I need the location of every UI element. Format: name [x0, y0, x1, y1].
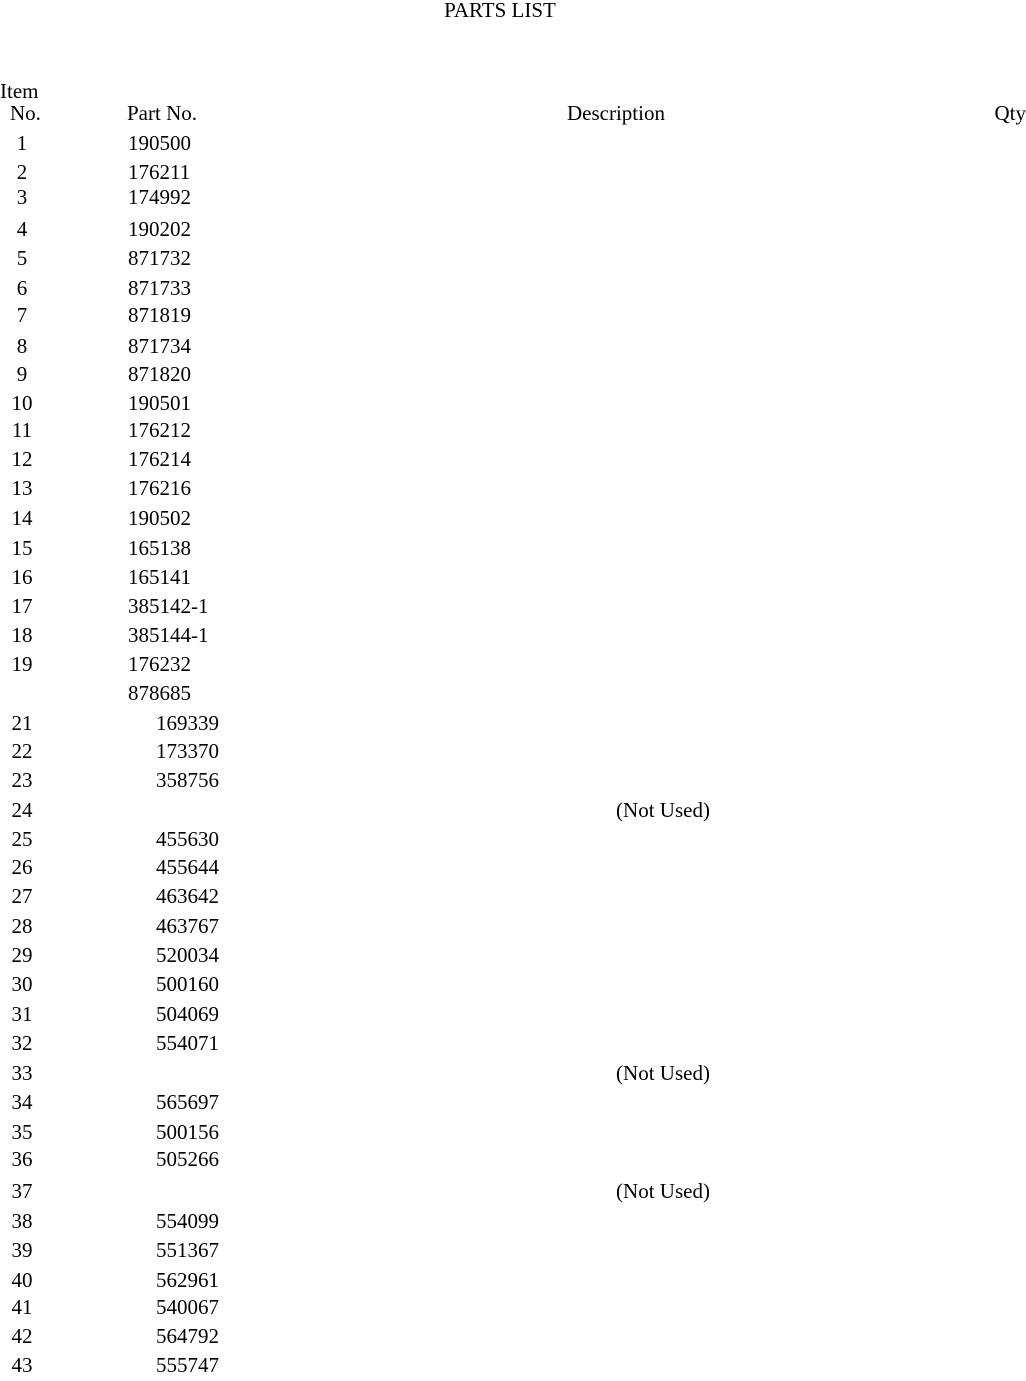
table-row: [0, 596, 1026, 622]
item-number: 25: [0, 829, 44, 850]
part-number: 176212: [128, 420, 191, 441]
part-number: 871732: [128, 248, 191, 269]
item-number: 37: [0, 1181, 44, 1202]
not-used-label: (Not Used): [0, 1181, 1026, 1202]
table-row: [0, 364, 1026, 390]
item-number: 41: [0, 1297, 44, 1318]
table-row: [0, 336, 1026, 362]
item-number: 26: [0, 857, 44, 878]
part-number: 505266: [156, 1149, 219, 1170]
item-number: 43: [0, 1355, 44, 1376]
table-row: [0, 974, 1026, 1000]
table-row: [0, 567, 1026, 593]
item-number: 36: [0, 1149, 44, 1170]
item-number: 1: [0, 133, 44, 154]
item-number: 33: [0, 1063, 44, 1084]
table-row: [0, 1270, 1026, 1296]
part-number: 176232: [128, 654, 191, 675]
item-number: 10: [0, 393, 44, 414]
part-number: 174992: [128, 187, 191, 208]
item-number: 27: [0, 886, 44, 907]
table-row: [0, 1004, 1026, 1030]
part-number: 871734: [128, 336, 191, 357]
item-number: 9: [0, 364, 44, 385]
item-number: 31: [0, 1004, 44, 1025]
part-number: 500156: [156, 1122, 219, 1143]
part-number: 871733: [128, 278, 191, 299]
item-number: 17: [0, 596, 44, 617]
part-number: 540067: [156, 1297, 219, 1318]
part-number: 385142-1: [128, 596, 209, 617]
part-number: 555747: [156, 1355, 219, 1376]
part-number: 190502: [128, 508, 191, 529]
table-row: [0, 538, 1026, 564]
part-number: 554099: [156, 1211, 219, 1232]
table-row: [0, 449, 1026, 475]
item-number: 32: [0, 1033, 44, 1054]
part-number: 554071: [156, 1033, 219, 1054]
part-number: 551367: [156, 1240, 219, 1261]
part-number: 878685: [128, 683, 191, 704]
table-row: [0, 683, 1026, 709]
not-used-label: (Not Used): [0, 800, 1026, 821]
item-number: 16: [0, 567, 44, 588]
table-row: [0, 741, 1026, 767]
item-number: 24: [0, 800, 44, 821]
item-number: 35: [0, 1122, 44, 1143]
part-number: 565697: [156, 1092, 219, 1113]
item-number: 29: [0, 945, 44, 966]
part-number: 169339: [156, 713, 219, 734]
item-number: 2: [0, 162, 44, 183]
table-row: [0, 278, 1026, 304]
part-number: 165141: [128, 567, 191, 588]
part-number: 504069: [156, 1004, 219, 1025]
part-number: 358756: [156, 770, 219, 791]
table-row: [0, 1240, 1026, 1266]
header-description: Description: [567, 103, 665, 124]
part-number: 190501: [128, 393, 191, 414]
item-number: 23: [0, 770, 44, 791]
item-number: 13: [0, 478, 44, 499]
part-number: 562961: [156, 1270, 219, 1291]
table-row: [0, 1297, 1026, 1323]
item-number: 3: [0, 187, 44, 208]
table-row: [0, 886, 1026, 912]
table-row: [0, 1092, 1026, 1118]
table-row: [0, 1326, 1026, 1352]
table-row: [0, 800, 1026, 826]
table-row: [0, 857, 1026, 883]
part-number: 176216: [128, 478, 191, 499]
part-number: 871819: [128, 305, 191, 326]
item-number: 14: [0, 508, 44, 529]
table-row: [0, 187, 1026, 213]
table-row: [0, 1033, 1026, 1059]
header-item-line2: No.: [10, 103, 41, 124]
part-number: 165138: [128, 538, 191, 559]
table-row: [0, 133, 1026, 159]
item-number: 28: [0, 916, 44, 937]
part-number: 463642: [156, 886, 219, 907]
not-used-label: (Not Used): [0, 1063, 1026, 1084]
table-row: [0, 248, 1026, 274]
part-number: 385144-1: [128, 625, 209, 646]
item-number: 30: [0, 974, 44, 995]
header-item-line1: Item: [0, 81, 38, 102]
table-row: [0, 625, 1026, 651]
table-row: [0, 1063, 1026, 1089]
item-number: 6: [0, 278, 44, 299]
table-row: [0, 1181, 1026, 1207]
item-number: 12: [0, 449, 44, 470]
table-row: [0, 713, 1026, 739]
part-number: 455644: [156, 857, 219, 878]
item-number: 22: [0, 741, 44, 762]
item-number: 15: [0, 538, 44, 559]
item-number: 4: [0, 219, 44, 240]
table-row: [0, 1122, 1026, 1148]
table-row: [0, 916, 1026, 942]
item-number: 39: [0, 1240, 44, 1261]
item-number: 11: [0, 420, 44, 441]
part-number: 173370: [156, 741, 219, 762]
table-row: [0, 393, 1026, 419]
table-row: [0, 219, 1026, 245]
part-number: 520034: [156, 945, 219, 966]
table-row: [0, 1211, 1026, 1237]
header-part-no: Part No.: [127, 103, 197, 124]
part-number: 455630: [156, 829, 219, 850]
page-title: PARTS LIST: [0, 0, 1000, 23]
item-number: 5: [0, 248, 44, 269]
part-number: 190500: [128, 133, 191, 154]
table-row: [0, 305, 1026, 331]
table-row: [0, 508, 1026, 534]
part-number: 564792: [156, 1326, 219, 1347]
table-row: [0, 478, 1026, 504]
item-number: 18: [0, 625, 44, 646]
part-number: 871820: [128, 364, 191, 385]
header-qty: Qty: [995, 103, 1026, 124]
part-number: 190202: [128, 219, 191, 240]
table-row: [0, 1355, 1026, 1381]
table-row: [0, 1149, 1026, 1175]
table-row: [0, 654, 1026, 680]
item-number: 42: [0, 1326, 44, 1347]
table-row: [0, 945, 1026, 971]
item-number: 19: [0, 654, 44, 675]
item-number: 34: [0, 1092, 44, 1113]
item-number: 38: [0, 1211, 44, 1232]
table-row: [0, 770, 1026, 796]
item-number: 7: [0, 305, 44, 326]
item-number: 8: [0, 336, 44, 357]
part-number: 176211: [128, 162, 190, 183]
part-number: 500160: [156, 974, 219, 995]
table-row: [0, 829, 1026, 855]
part-number: 463767: [156, 916, 219, 937]
item-number: 21: [0, 713, 44, 734]
item-number: 40: [0, 1270, 44, 1291]
part-number: 176214: [128, 449, 191, 470]
table-row: [0, 420, 1026, 446]
